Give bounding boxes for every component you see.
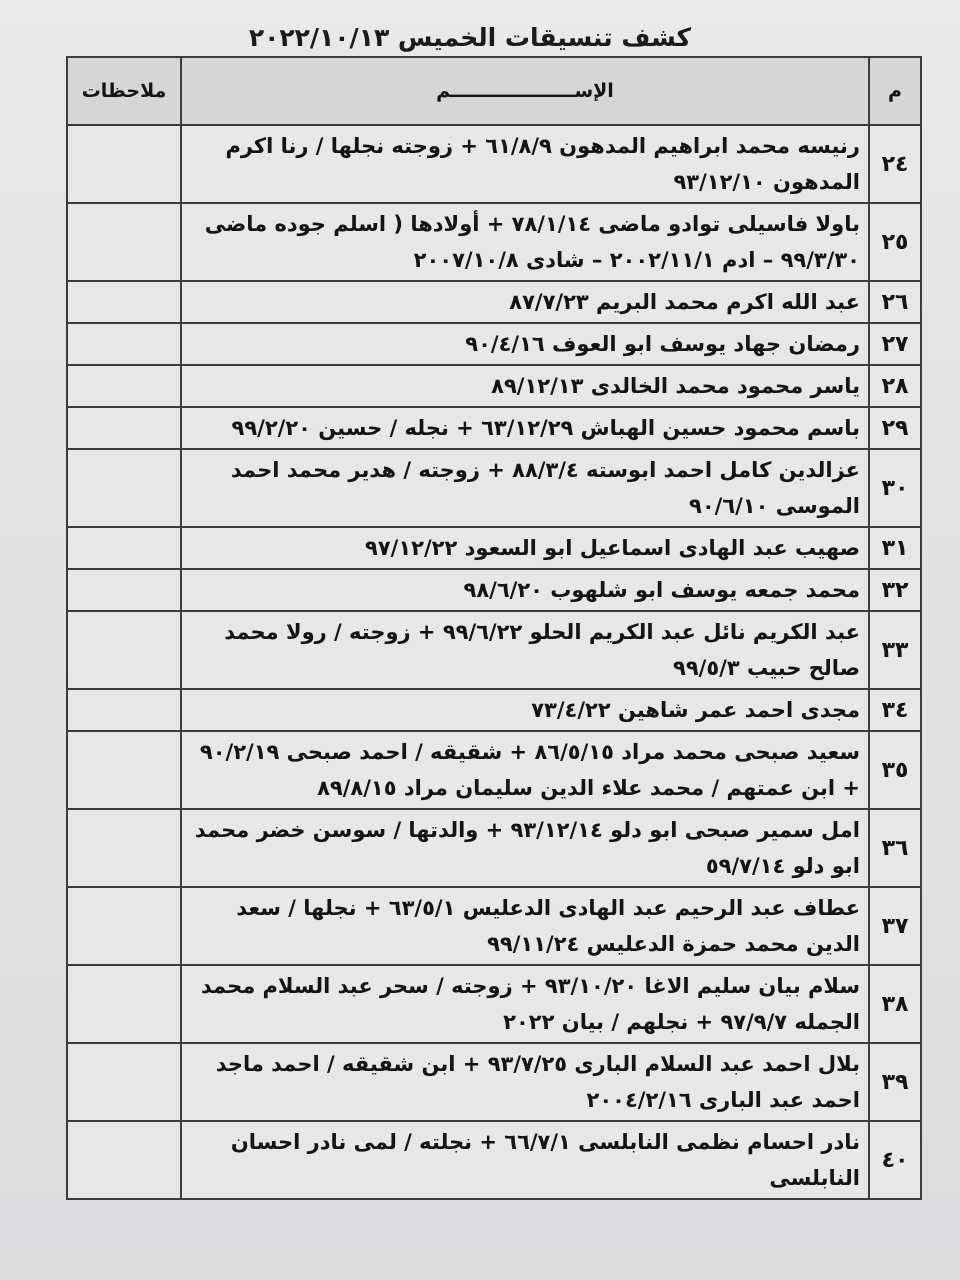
row-notes <box>67 1043 181 1121</box>
table-row <box>67 965 921 1043</box>
row-number: ٤٠ <box>869 1121 921 1199</box>
row-name: باسم محمود حسين الهباش ٦٣/١٢/٢٩ + نجله / حسين ٩٩/٢/٢٠ <box>181 407 869 449</box>
header-number: م <box>869 57 921 125</box>
row-notes <box>67 731 181 809</box>
row-number: ٢٧ <box>869 323 921 365</box>
table-row <box>67 809 921 887</box>
table-row <box>67 125 921 203</box>
row-notes <box>67 281 181 323</box>
row-notes <box>67 689 181 731</box>
row-name: سعيد صبحى محمد مراد ٨٦/٥/١٥ + شقيقه / احمد صبحى ٩٠/٢/١٩ + ابن عمتهم / محمد علاء الدين سليمان مراد ٨٩/٨/١٥ <box>181 731 869 809</box>
row-number: ٣٤ <box>869 689 921 731</box>
row-number: ٢٤ <box>869 125 921 203</box>
row-number: ٢٩ <box>869 407 921 449</box>
row-notes <box>67 887 181 965</box>
row-name: صهيب عبد الهادى اسماعيل ابو السعود ٩٧/١٢/٢٢ <box>181 527 869 569</box>
row-notes <box>67 569 181 611</box>
table-row <box>67 281 921 323</box>
row-number: ٣٦ <box>869 809 921 887</box>
row-number: ٣٩ <box>869 1043 921 1121</box>
row-number: ٢٦ <box>869 281 921 323</box>
row-notes <box>67 449 181 527</box>
table-row <box>67 203 921 281</box>
row-name: رمضان جهاد يوسف ابو العوف ٩٠/٤/١٦ <box>181 323 869 365</box>
row-name: عزالدين كامل احمد ابوسته ٨٨/٣/٤ + زوجته / هدير محمد احمد الموسى ٩٠/٦/١٠ <box>181 449 869 527</box>
row-name: عبد الكريم نائل عبد الكريم الحلو ٩٩/٦/٢٢ + زوجته / رولا محمد صالح حبيب ٩٩/٥/٣ <box>181 611 869 689</box>
row-number: ٢٨ <box>869 365 921 407</box>
row-name: محمد جمعه يوسف ابو شلهوب ٩٨/٦/٢٠ <box>181 569 869 611</box>
row-name: رنيسه محمد ابراهيم المدهون ٦١/٨/٩ + زوجته نجلها / رنا اكرم المدهون ٩٣/١٢/١٠ <box>181 125 869 203</box>
page-title: كشف تنسيقات الخميس ٢٠٢٢/١٠/١٣ <box>248 23 692 52</box>
row-number: ٣٠ <box>869 449 921 527</box>
row-notes <box>67 323 181 365</box>
table-row <box>67 611 921 689</box>
table-header-row <box>67 57 921 125</box>
row-name: سلام بيان سليم الاغا ٩٣/١٠/٢٠ + زوجته / سحر عبد السلام محمد الجمله ٩٧/٩/٧ + نجلهم / بيان ٢٠٢٢ <box>181 965 869 1043</box>
row-number: ٢٥ <box>869 203 921 281</box>
table-row <box>67 527 921 569</box>
row-number: ٣٢ <box>869 569 921 611</box>
table-body <box>67 125 921 1199</box>
table-row <box>67 449 921 527</box>
header-notes: ملاحظات <box>67 57 181 125</box>
row-name: نادر احسام نظمى النابلسى ٦٦/٧/١ + نجلته / لمى نادر احسان النابلسى <box>181 1121 869 1199</box>
row-notes <box>67 611 181 689</box>
row-notes <box>67 809 181 887</box>
row-number: ٣٧ <box>869 887 921 965</box>
row-notes <box>67 203 181 281</box>
row-name: عبد الله اكرم محمد البريم ٨٧/٧/٢٣ <box>181 281 869 323</box>
row-number: ٣٣ <box>869 611 921 689</box>
row-name: بلال احمد عبد السلام البارى ٩٣/٧/٢٥ + ابن شقيقه / احمد ماجد احمد عبد البارى ٢٠٠٤/٢/١٦ <box>181 1043 869 1121</box>
row-name: مجدى احمد عمر شاهين ٧٣/٤/٢٢ <box>181 689 869 731</box>
table-row <box>67 323 921 365</box>
row-name: عطاف عبد الرحيم عبد الهادى الدعليس ٦٣/٥/١ + نجلها / سعد الدين محمد حمزة الدعليس ٩٩/١١/٢٤ <box>181 887 869 965</box>
row-notes <box>67 1121 181 1199</box>
row-number: ٣١ <box>869 527 921 569</box>
table-row <box>67 689 921 731</box>
row-name: امل سمير صبحى ابو دلو ٩٣/١٢/١٤ + والدتها / سوسن خضر محمد ابو دلو ٥٩/٧/١٤ <box>181 809 869 887</box>
header-name: الإســـــــــــــــــــم <box>181 57 869 125</box>
table-row <box>67 731 921 809</box>
row-notes <box>67 407 181 449</box>
row-notes <box>67 527 181 569</box>
table-row <box>67 1121 921 1199</box>
row-number: ٣٥ <box>869 731 921 809</box>
row-name: ياسر محمود محمد الخالدى ٨٩/١٢/١٣ <box>181 365 869 407</box>
roster-table <box>66 56 922 1200</box>
row-number: ٣٨ <box>869 965 921 1043</box>
row-notes <box>67 125 181 203</box>
table-row <box>67 365 921 407</box>
row-notes <box>67 365 181 407</box>
table-row <box>67 569 921 611</box>
table-row <box>67 407 921 449</box>
table-row <box>67 887 921 965</box>
table-row <box>67 1043 921 1121</box>
row-name: باولا فاسيلى توادو ماضى ٧٨/١/١٤ + أولادها ( اسلم جوده ماضى ٩٩/٣/٣٠ – ادم ٢٠٠٢/١١/١ – شادى ٢٠٠٧/١٠/٨ <box>181 203 869 281</box>
row-notes <box>67 965 181 1043</box>
